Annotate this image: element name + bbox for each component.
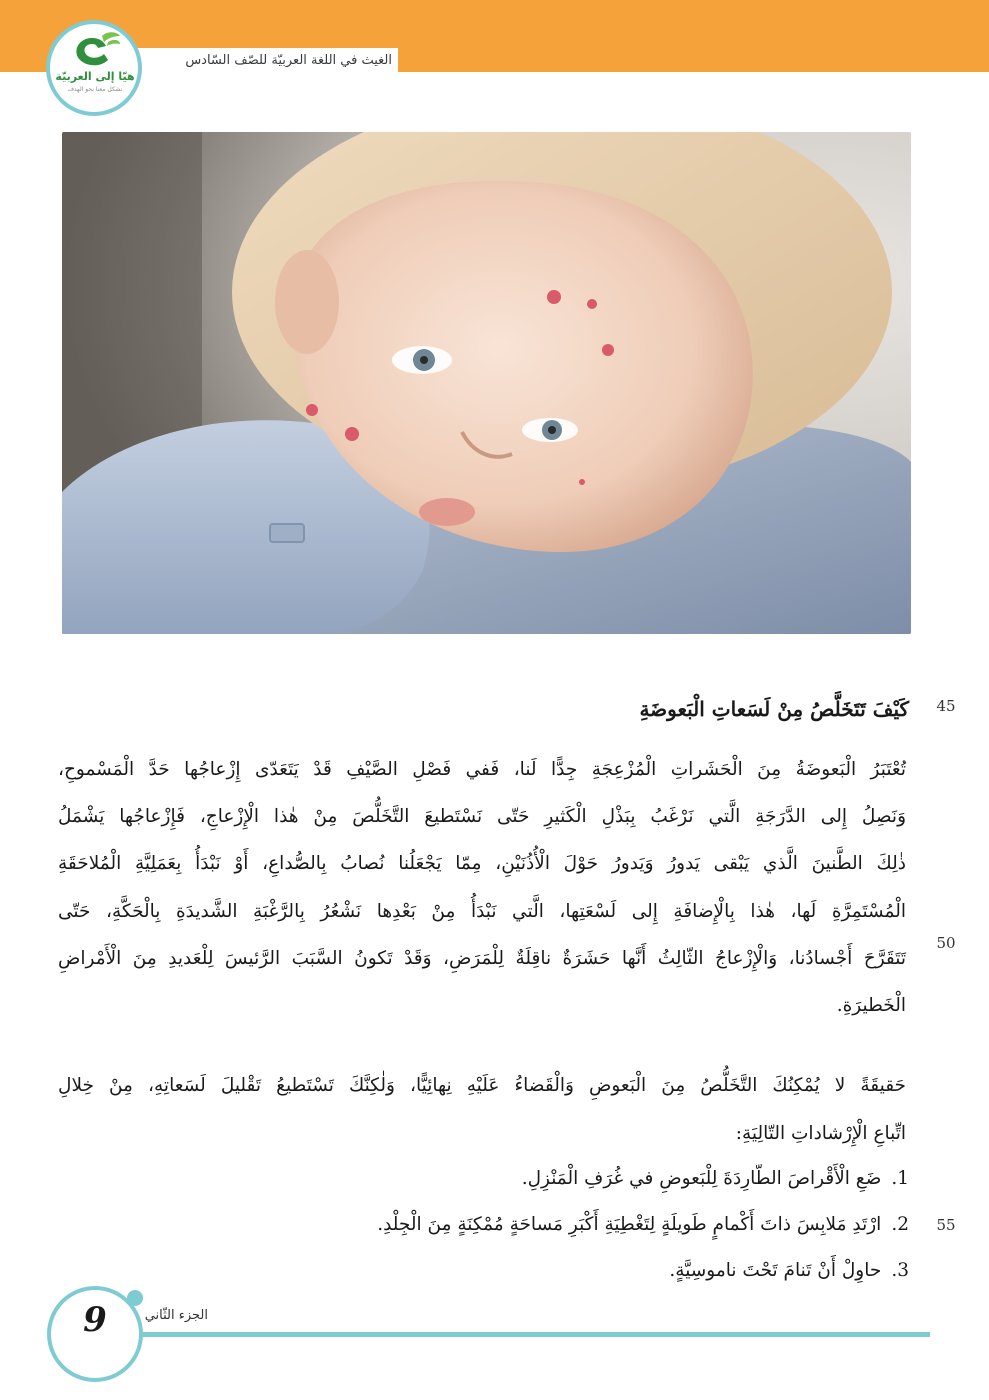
paragraph-2 [58, 1062, 906, 1158]
list-item-number: 3. [891, 1260, 909, 1281]
list-item-number: 1. [891, 1168, 909, 1189]
paragraph-line: اتِّباعِ الْإِرْشاداتِ التّالِيَةِ: [735, 1123, 906, 1144]
line-number: 45 [936, 697, 956, 715]
lesson-heading: كَيْفَ تَتَخَلَّصُ مِنْ لَسَعاتِ الْبَعوضَةِ [639, 697, 909, 721]
list-item [522, 1164, 909, 1194]
list-item-number: 2. [891, 1214, 909, 1235]
paragraph-line: تَتَقَرَّحَ أَجْسادُنا، وَالْإِزْعاجُ الثّالِثُ أَنَّها حَشَرَةٌ ناقِلَةٌ لِلْمَرَضِ، وَقَدْ تَكونُ السَّبَبَ الرَّئيسَ لِلْعَديدِ مِنَ الْأَمْراضِ [58, 947, 906, 969]
paragraph-line: تُعْتَبَرُ الْبَعوضَةُ مِنَ الْحَشَراتِ الْمُزْعِجَةِ جِدًّا لَنا، فَفي فَصْلِ الصَّيْفِ قَدْ يَتَعَدّى إِزْعاجُها حَدَّ الْمَسْموحِ، [58, 759, 906, 780]
line-number: 55 [936, 1216, 956, 1234]
footer-line [60, 1332, 930, 1337]
paragraph-1 [58, 746, 906, 1029]
list-item [669, 1256, 909, 1286]
line-number: 50 [936, 934, 956, 952]
paragraph-line: الْخَطيرَةِ. [836, 995, 906, 1017]
list-item-text: حاوِلْ أَنْ تَنامَ تَحْتَ ناموسِيَّةٍ. [669, 1260, 882, 1281]
page-number: 9 [83, 1300, 107, 1340]
baby-photo-illustration [62, 132, 911, 634]
list-item [377, 1210, 909, 1240]
logo-subtitle: نشكل معنا نحو الهدف [67, 86, 123, 93]
baby-photo [62, 132, 911, 634]
paragraph-line: حَقيقَةً لا يُمْكِنُكَ التَّخَلُّصُ مِنَ الْبَعوضِ وَالْقَضاءُ عَلَيْهِ نِهائِيًّا، وَلٰكِنَّكَ تَسْتَطيعُ تَقْليلَ لَسَعاتِهِ، مِنْ خِلالِ [58, 1075, 906, 1096]
logo-leaf-icon [62, 30, 126, 68]
paragraph-line: وَنَصِلُ إِلى الدَّرَجَةِ الَّتي نَرْغَبُ بِبَذْلِ الْكَثيرِ حَتّى نَسْتَطيعَ التَّخَلُّصَ مِنْ هٰذا الْإِزْعاجِ، فَإِزْعاجُها يَشْمَلُ [58, 806, 906, 828]
list-item-text: ضَعِ الْأَقْراصَ الطّارِدَةَ لِلْبَعوضِ في غُرَفِ الْمَنْزِلِ. [521, 1168, 882, 1189]
paragraph-line: ذٰلِكَ الطَّنينَ الَّذي يَبْقى يَدورُ وَيَدورُ حَوْلَ الْأُذُنَيْنِ، مِمّا يَجْعَلُنا نُصابُ بِالصُّداعِ، أَوْ نَبْدَأُ بِعَمَلِيَّةِ الْمُلاحَقَةِ [58, 853, 906, 875]
paragraph-line: الْمُسْتَمِرَّةِ لَها، هٰذا بِالْإِضافَةِ إِلى لَسْعَتِها، الَّتي نَبْدَأُ مِنْ بَعْدِها نَشْعُرُ بِالرَّغْبَةِ الشَّديدَةِ بِالْحَكَّةِ، حَتّى [58, 900, 906, 922]
book-title: الغيث في اللغة العربيّة للصّف السّادس [185, 53, 392, 68]
logo-title: هيّا إلى العربيّة [55, 70, 135, 83]
part-label: الجزء الثّاني [144, 1308, 208, 1323]
list-item-text: ارْتَدِ مَلابِسَ ذاتَ أَكْمامٍ طَويلَةٍ لِتَغْطِيَةِ أَكْبَرِ مَساحَةٍ مُمْكِنَةٍ مِنَ الْجِلْدِ. [377, 1214, 882, 1235]
